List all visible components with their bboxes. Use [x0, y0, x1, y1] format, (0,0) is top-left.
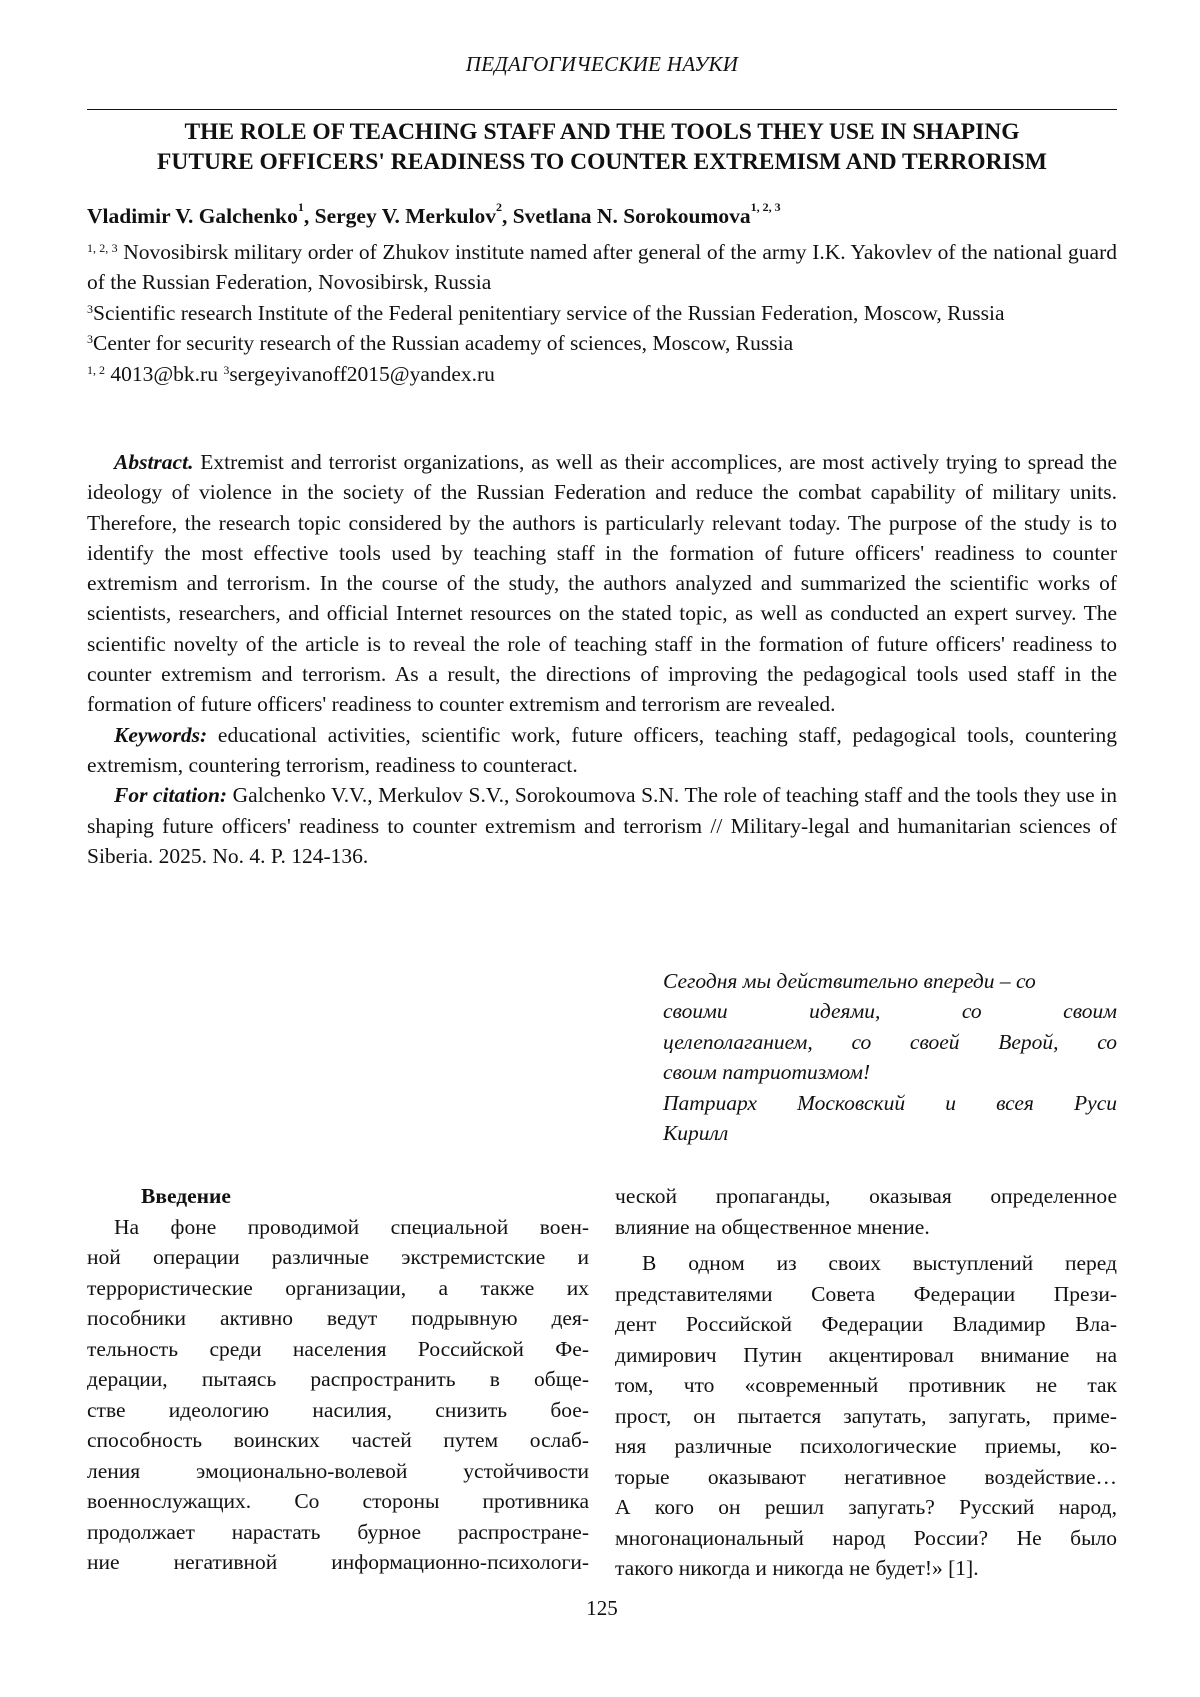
affiliation: $^3$Scientific research Institute of the Federal penitentiary service of the Russian Federation, Moscow, Russia: [87, 300, 1005, 325]
abstract-label: Abstract.: [114, 450, 194, 474]
header-rule: [87, 109, 1117, 110]
body-line: А кого он решил запугать? Русский народ,: [615, 1495, 1117, 1519]
affiliation: $^{1, 2, 3}$ Novosibirsk military order of Zhukov institute named after general of the army I.K. Yakovlev of the national guard of the Russian Federation, Novosibirsk, Russia: [87, 240, 1118, 295]
email-link[interactable]: sergeyivanoff2015@yandex.ru: [229, 361, 495, 386]
body-line: дерации, пытаясь распространить в обще-: [87, 1367, 589, 1391]
author-name: Vladimir V. Galchenko: [87, 204, 298, 228]
author-affil-sup: 1, 2, 3: [750, 200, 781, 214]
body-line: прост, он пытается запутать, запугать, приме-: [615, 1403, 1117, 1428]
email-link[interactable]: 4013@bk.ru: [105, 361, 224, 386]
body-line: влияние на общественное мнение.: [615, 1214, 930, 1239]
left-column: [87, 1181, 589, 1578]
abstract: [87, 447, 1117, 720]
body-line: пособники активно ведут подрывную дея-: [87, 1306, 589, 1330]
epigraph-line: целеполаганием, со своей Верой, со: [663, 1029, 1117, 1054]
body-line: На фоне проводимой специальной воен-: [114, 1214, 589, 1239]
title-line: FUTURE OFFICERS' READINESS TO COUNTER EXTREMISM AND TERRORISM: [157, 149, 1047, 175]
body-line: продолжает нарастать бурное распростране-: [87, 1519, 589, 1544]
author-affil-sup: 2: [495, 200, 502, 214]
body-line: торые оказывают негативное воздействие…: [615, 1464, 1117, 1489]
epigraph-attribution: Патриарх Московский и всея Руси: [663, 1090, 1117, 1115]
affiliation: $^3$Center for security research of the Russian academy of sciences, Moscow, Russia: [87, 331, 794, 356]
author-name: Svetlana N. Sorokoumova: [512, 204, 751, 228]
body-line: В одном из своих выступлений перед: [642, 1251, 1117, 1275]
keywords-label: Keywords:: [114, 722, 208, 747]
author-name: Sergey V. Merkulov: [314, 204, 496, 228]
body-line: стве идеологию насилия, снизить бое-: [87, 1397, 589, 1422]
body-line: том, что «современный противник не так: [615, 1373, 1117, 1397]
body-line: военнослужащих. Со стороны противника: [87, 1489, 589, 1513]
keywords-text: educational activities, scientific work, future officers, teaching staff, pedagogical tools, countering extremism, countering terrorism, readiness to counteract.: [87, 722, 1117, 777]
affiliations: [87, 237, 1117, 389]
title-line: THE ROLE OF TEACHING STAFF AND THE TOOLS THEY USE IN SHAPING: [184, 119, 1020, 145]
article-title: [87, 117, 1117, 177]
body-line: способность воинских частей путем ослаб-: [87, 1428, 589, 1452]
body-line: ческой пропаганды, оказывая определенное: [615, 1184, 1117, 1208]
abstract-text: Extremist and terrorist organizations, as well as their accomplices, are most actively trying to spread the ideology of violence in the society of the Russian Federation and reduce the combat capability of military units. Therefore, the research topic considered by the authors is particularly relevant today. The purpose of the study is to identify the most effective tools used by teaching staff in the formation of future officers' readiness to counter extremism and terrorism. In the course of the study, the authors analyzed and summarized the scientific works of scientists, researchers, and official Internet resources on the stated topic, as well as conducted an expert survey. The scientific novelty of the article is to reveal the role of teaching staff in the formation of future officers' readiness to counter extremism and terrorism. As a result, the directions of improving the pedagogical tools used staff in the formation of future officers' readiness to counter extremism and terrorism are revealed.: [87, 450, 1117, 717]
keywords: [87, 720, 1117, 781]
citation-label: For citation:: [114, 783, 228, 808]
body-line: ние негативной информационно-психологи-: [87, 1550, 589, 1574]
citation-text: Galchenko V.V., Merkulov S.V., Sorokoumova S.N. The role of teaching staff and the tools they use in shaping future officers' readiness to counter extremism and terrorism // Military-legal and humanitarian sciences of Siberia. 2025. No. 4. P. 124-136.: [87, 783, 1118, 868]
body-line: ной операции различные экстремистские и: [87, 1245, 589, 1269]
author-affil-sup: 1: [297, 200, 304, 214]
running-head: ПЕДАГОГИЧЕСКИЕ НАУКИ: [465, 52, 739, 76]
body-line: дент Российской Федерации Владимир Вла-: [615, 1312, 1117, 1336]
body-line: такого никогда и никогда не будет!» [1].: [615, 1556, 979, 1580]
abstract-block: [87, 447, 1117, 871]
epigraph-attribution: Кирилл: [663, 1121, 729, 1146]
section-heading: Введение: [141, 1184, 231, 1208]
body-line: многонациональный народ России? Не было: [615, 1525, 1117, 1550]
body-line: тельность среди населения Российской Фе-: [87, 1336, 589, 1361]
citation: [87, 780, 1117, 871]
epigraph: [663, 966, 1117, 1148]
right-column: [615, 1181, 1117, 1584]
body-line: няя различные психологические приемы, ко-: [615, 1434, 1117, 1458]
body-line: представителями Совета Федерации Прези-: [615, 1281, 1117, 1306]
epigraph-line: Сегодня мы действительно впереди – со: [663, 969, 1036, 993]
author-list: Vladimir V. Galchenko$^1$, Sergey V. Merkulov$^2$, Svetlana N. Sorokoumova$^{1, 2, 3}$: [87, 200, 781, 228]
body-line: ления эмоционально-волевой устойчивости: [87, 1458, 589, 1483]
epigraph-line: своими идеями, со своим: [663, 999, 1117, 1024]
epigraph-line: своим патриотизмом!: [663, 1060, 871, 1085]
body-line: димирович Путин акцентировал внимание на: [615, 1342, 1117, 1367]
author-emails: $^{1, 2}$ 4013@bk.ru $^3$sergeyivanoff2015@yandex.ru: [87, 361, 495, 386]
body-line: террористические организации, а также их: [87, 1275, 589, 1300]
page-number: 125: [586, 1596, 618, 1620]
